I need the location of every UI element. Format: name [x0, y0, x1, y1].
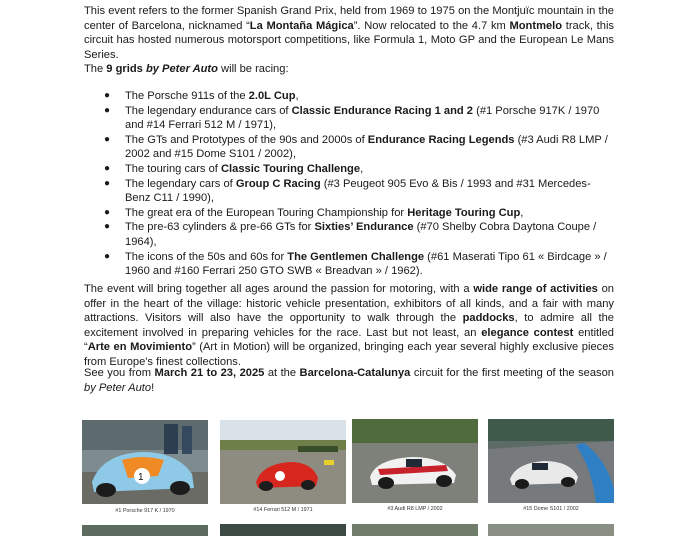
list-item: ● The legendary endurance cars of Classic Endurance Racing 1 and 2 (#1 Porsche 917K / 1970 and #14 Ferrari 512 M / 1971), — [104, 104, 600, 132]
bullet-icon: ● — [104, 221, 111, 233]
list-item: ● The icons of the 50s and 60s for The Gentlemen Challenge (#61 Maserati Tipo 61 « Birdcage » / 1960 and #160 Ferrari 250 GTO SWB « Breadvan » / 1962). — [104, 250, 607, 278]
photo-caption: #1 Porsche 917 K / 1970 — [115, 508, 175, 514]
photo-caption: #14 Ferrari 512 M / 1971 — [253, 507, 313, 513]
gallery-photo-partial — [352, 524, 478, 536]
ferrari-512m-photo — [220, 420, 346, 504]
circuit-name: Barcelona-Catalunya — [299, 367, 411, 379]
list-item: ● The GTs and Prototypes of the 90s and 2000s of Endurance Racing Legends (#3 Audi R8 LMP / 2002 and #15 Dome S101 / 2002), — [104, 133, 608, 161]
grids-intro: The 9 grids by Peter Auto will be racing: — [84, 63, 289, 75]
bullet-icon: ● — [104, 90, 111, 101]
bullet-icon: ● — [104, 133, 111, 145]
event-dates: March 21 to 23, 2025 — [154, 367, 265, 379]
svg-text:1: 1 — [138, 472, 144, 483]
track-name: Montmelo — [509, 19, 563, 32]
audi-r8-lmp-photo — [352, 419, 478, 503]
dome-s101-photo — [488, 419, 614, 503]
gallery-photo-partial — [220, 524, 346, 536]
bullet-icon: ● — [104, 162, 111, 174]
bullet-icon: ● — [104, 177, 111, 189]
photo-caption: #15 Dome S101 / 2002 — [523, 506, 579, 512]
closing-paragraph: See you from March 21 to 23, 2025 at the Barcelona-Catalunya circuit for the first meeting of the season by Peter Auto! — [84, 367, 614, 394]
bullet-icon: ● — [104, 250, 111, 262]
list-item: ● The touring cars of Classic Touring Challenge, — [104, 162, 364, 175]
intro-paragraph: This event refers to the former Spanish Grand Prix, held from 1969 to 1975 on the Montjuïc mountain in the center of Barcelona, nicknamed “La Montaña Mágica”. Now relocated to the 4.7 km Montmelo track, this circuit has hosted numerous motorsport competitions, like Formula 1, Moto GP and the European Le Mans Series. — [84, 5, 614, 61]
photo-gallery — [82, 418, 616, 536]
gallery-photo-partial — [82, 525, 208, 536]
gallery-photo-partial — [488, 524, 614, 536]
list-item: ● The pre-63 cylinders & pre-66 GTs for Sixties’ Endurance (#70 Shelby Cobra Daytona Coupe / 1964), — [104, 221, 597, 248]
list-item: ● The Porsche 911s of the 2.0L Cup, — [104, 90, 299, 102]
bullet-icon: ● — [104, 206, 111, 218]
porsche-917k-photo — [82, 420, 208, 504]
photo-caption: #3 Audi R8 LMP / 2002 — [387, 506, 443, 512]
list-item: ● The legendary cars of Group C Racing (#3 Peugeot 905 Evo & Bis / 1993 and #31 Mercedes-Benz C11 / 1990), — [104, 177, 591, 205]
village-paragraph: The event will bring together all ages around the passion for motoring, with a wide range of activities on offer in the heart of the village: historic vehicle presentation, exhibitors of all kinds, and a fair with many attractions. Visitors will also have the opportunity to walk through the paddocks, to admire all the excitement involved in preparing vehicles for the race. Last but not least, an elegance contest entitled “Arte en Movimiento” (Art in Motion) will be organized, bringing each year several highly exclusive pieces from Europe's finest collections. — [84, 283, 615, 368]
bullet-icon: ● — [104, 104, 111, 116]
list-item: ● The great era of the European Touring Championship for Heritage Touring Cup, — [104, 206, 524, 219]
nickname: La Montaña Mágica — [249, 19, 354, 32]
grids-list — [84, 89, 614, 279]
